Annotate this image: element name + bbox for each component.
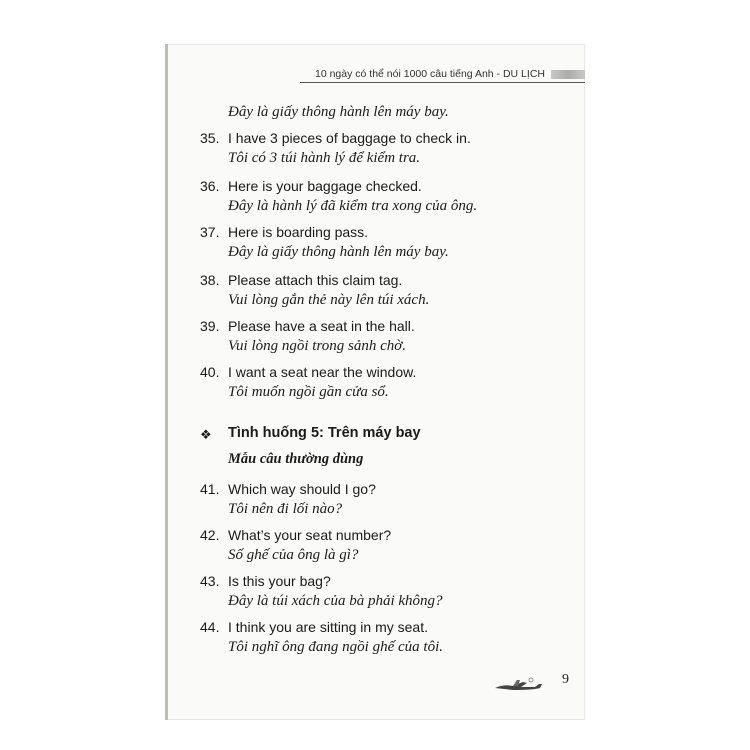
book-page [165,44,585,720]
phrase-english: Please attach this claim tag. [228,272,403,288]
phrase-translation: Tôi nên đi lối nào? [228,501,343,517]
section-title: Tình huống 5: Trên máy bay [228,425,421,441]
phrase-english: Here is your baggage checked. [228,178,422,194]
phrase-translation: Vui lòng ngồi trong sảnh chờ. [228,338,407,354]
section-bullet-icon: ❖ [200,427,212,442]
page-footer [487,670,577,692]
phrase-translation: Vui lòng gắn thẻ này lên túi xách. [228,292,430,308]
header-rule [300,82,585,83]
phrase-number: 36. [200,178,220,194]
phrase-number: 43. [200,573,220,589]
phrase-english: Is this your bag? [228,573,331,589]
page-edge [165,44,168,720]
phrase-number: 35. [200,130,220,146]
phrase-translation: Đây là túi xách của bà phải không? [228,593,443,609]
phrase-translation: Số ghế của ông là gì? [228,547,359,563]
phrase-number: 37. [200,224,220,240]
phrase-english: Which way should I go? [228,481,376,497]
airplane-ornament-icon [493,674,553,694]
phrase-english: I think you are sitting in my seat. [228,619,428,635]
phrase-number: 42. [200,527,220,543]
phrase-english: I have 3 pieces of baggage to check in. [228,130,471,146]
phrase-translation: Tôi nghĩ ông đang ngồi ghế của tôi. [228,639,443,655]
section-subtitle: Mẫu câu thường dùng [228,451,364,467]
header-band [551,70,585,79]
phrase-translation: Đây là hành lý đã kiểm tra xong của ông. [228,198,478,214]
phrase-translation: Đây là giấy thông hành lên máy bay. [228,104,449,120]
phrase-number: 39. [200,318,220,334]
phrase-number: 44. [200,619,220,635]
phrase-english: Here is boarding pass. [228,224,369,240]
phrase-english: What’s your seat number? [228,527,392,543]
phrase-translation: Tôi có 3 túi hành lý để kiểm tra. [228,150,421,166]
phrase-translation: Tôi muốn ngồi gần cửa sổ. [228,384,389,400]
page-number: 9 [562,672,569,687]
phrase-english: Please have a seat in the hall. [228,318,415,334]
phrase-number: 38. [200,272,220,288]
phrase-number: 41. [200,481,220,497]
phrase-number: 40. [200,364,220,380]
phrase-english: I want a seat near the window. [228,364,417,380]
running-header [315,66,585,82]
phrase-translation: Đây là giấy thông hành lên máy bay. [228,244,449,260]
running-title: 10 ngày có thể nói 1000 câu tiếng Anh - DU LỊCH [315,68,545,80]
